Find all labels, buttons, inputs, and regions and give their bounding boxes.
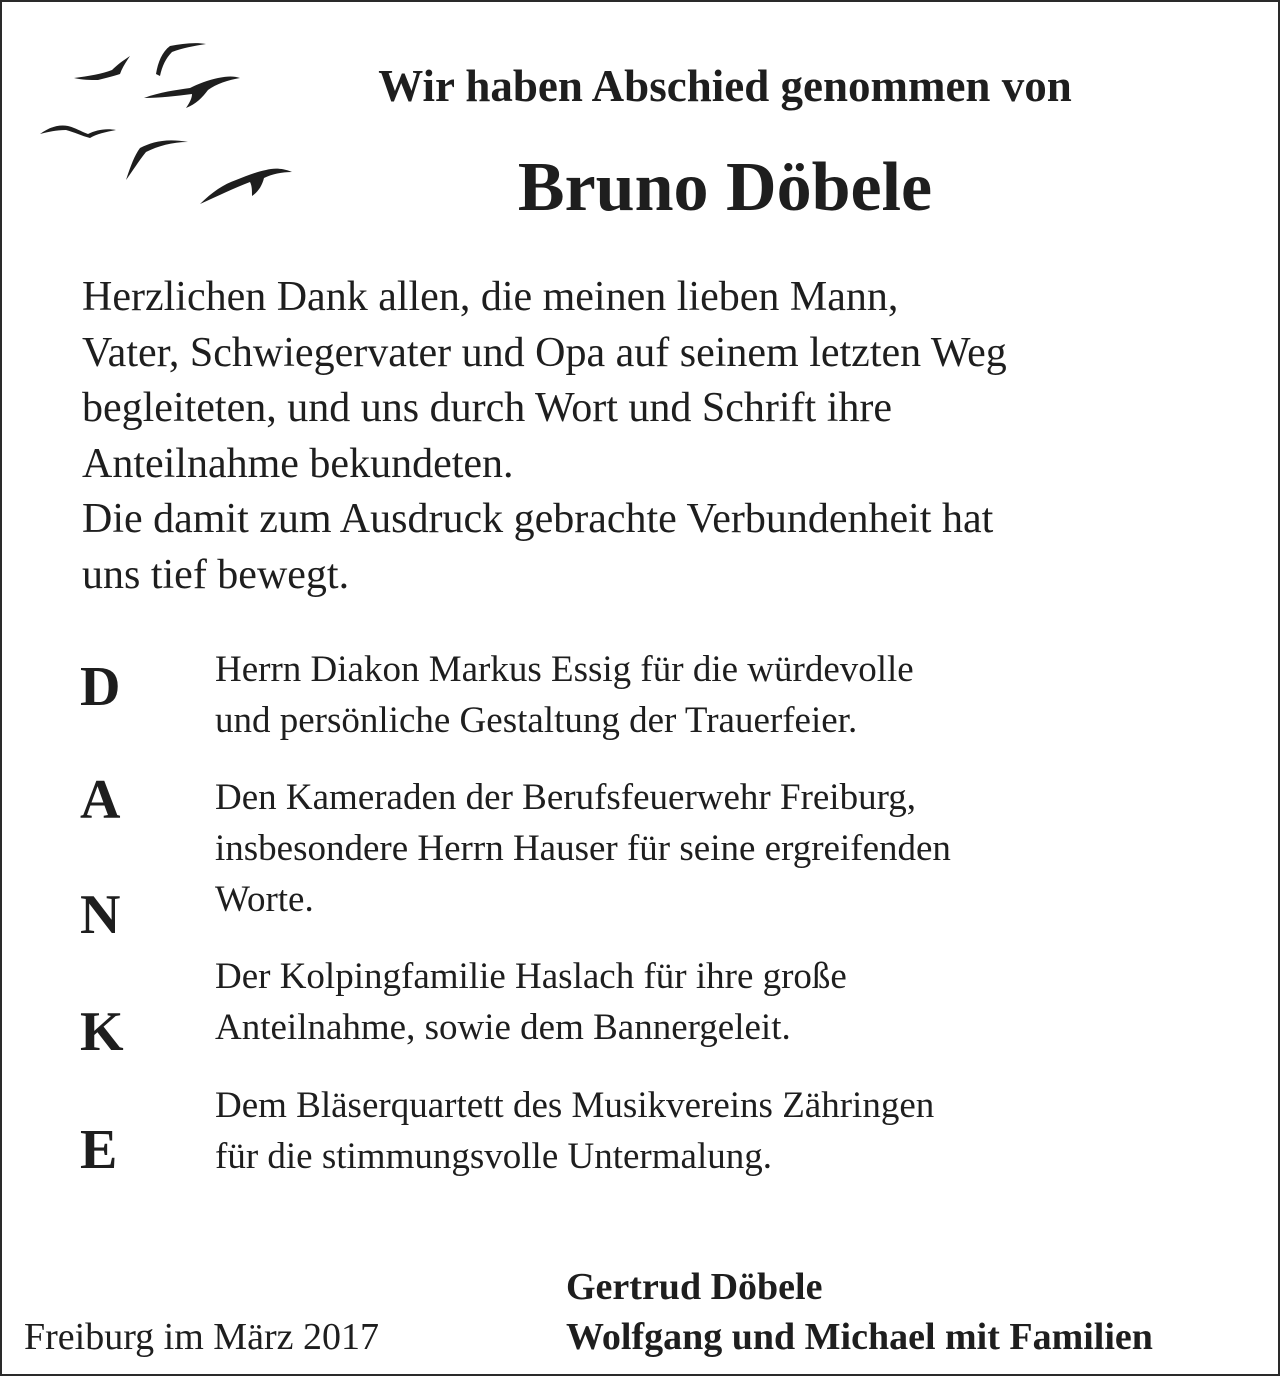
bird-icon [40, 125, 116, 138]
bird-icon [74, 56, 130, 80]
entry-line: Worte. [215, 879, 314, 920]
danke-letter-k: K [80, 1001, 124, 1063]
birds-group [40, 43, 292, 204]
place-and-date: Freiburg im März 2017 [24, 1316, 379, 1358]
entry-line: Den Kameraden der Berufsfeuerwehr Freiburg, [215, 777, 916, 818]
entry-line: für die stimmungsvolle Untermalung. [215, 1136, 772, 1177]
entry-line: Der Kolpingfamilie Haslach für ihre große [215, 956, 847, 997]
bird-icon [156, 43, 206, 76]
intro-line: Wir haben Abschied genommen von [378, 61, 1072, 111]
bird-icon [200, 169, 292, 204]
thanks-entry-deacon [215, 644, 1235, 746]
danke-letter-n: N [80, 884, 121, 946]
deceased-name: Bruno Döbele [517, 149, 933, 226]
thanks-message [82, 270, 1192, 603]
thanks-entry-kolping [215, 951, 1235, 1053]
message-line: Anteilnahme bekundeten. [82, 440, 514, 487]
signer-name: Gertrud Döbele [566, 1266, 823, 1308]
thanks-entry-brass-quartet [215, 1080, 1235, 1182]
entry-line: Dem Bläserquartett des Musikvereins Zähringen [215, 1085, 935, 1126]
message-line: Vater, Schwiegervater und Opa auf seinem letzten Weg [82, 329, 1007, 376]
signer-name: Wolfgang und Michael mit Familien [566, 1316, 1153, 1358]
entry-line: Anteilnahme, sowie dem Bannergeleit. [215, 1007, 791, 1048]
thanks-entry-fire-brigade [215, 772, 1235, 925]
danke-letter-a: A [80, 769, 121, 831]
danke-letter-d: D [80, 656, 121, 718]
danke-letter-e: E [80, 1119, 118, 1181]
entry-line: Herrn Diakon Markus Essig für die würdevolle [215, 649, 914, 690]
message-line: uns tief bewegt. [82, 551, 350, 598]
bird-icon [126, 140, 188, 180]
message-line: Herzlichen Dank allen, die meinen lieben Mann, [82, 274, 899, 320]
message-line: begleiteten, und uns durch Wort und Schrift ihre [82, 385, 892, 431]
entry-line: und persönliche Gestaltung der Trauerfeier. [215, 700, 858, 741]
bird-icon [144, 77, 240, 109]
flying-birds-icon [34, 30, 304, 220]
entry-line: insbesondere Herrn Hauser für seine ergreifenden [215, 828, 951, 869]
signers [566, 1262, 1153, 1362]
message-line: Die damit zum Ausdruck gebrachte Verbundenheit hat [82, 496, 994, 542]
